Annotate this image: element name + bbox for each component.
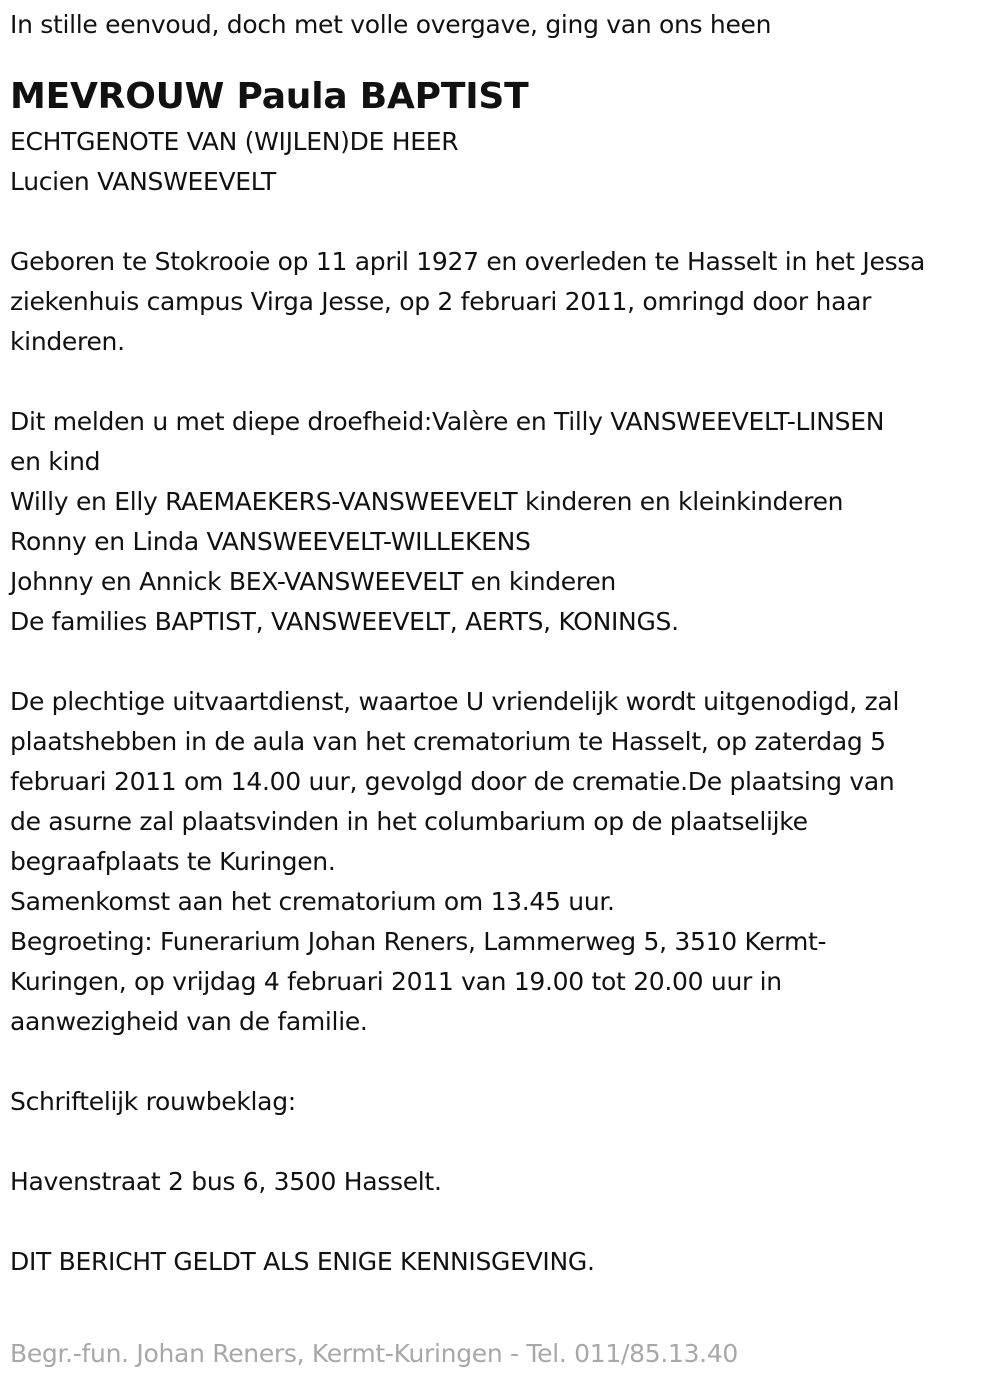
service-line: februari 2011 om 14.00 uur, gevolgd door de crematie.De plaatsing van [10, 767, 895, 796]
intro-text: In stille eenvoud, doch met volle overgave, ging van ons heen [10, 10, 772, 39]
service-paragraph [10, 682, 995, 1042]
relation-line: ECHTGENOTE VAN (WIJLEN)DE HEER [10, 127, 459, 156]
paragraph-line: Geboren te Stokrooie op 11 april 1927 en overleden te Hasselt in het Jessa [10, 247, 926, 276]
family-paragraph [10, 402, 995, 642]
condolence-address: Havenstraat 2 bus 6, 3500 Hasselt. [10, 1167, 442, 1196]
service-line: Kuringen, op vrijdag 4 februari 2011 van 19.00 tot 20.00 uur in [10, 967, 782, 996]
condolence-address-section [10, 1162, 995, 1202]
funeral-home-footer: Begr.-fun. Johan Reners, Kermt-Kuringen - Tel. 011/85.13.40 [10, 1339, 739, 1368]
condolence-section [10, 1082, 995, 1122]
service-line: Begroeting: Funerarium Johan Reners, Lammerweg 5, 3510 Kermt- [10, 927, 827, 956]
service-line: De plechtige uitvaartdienst, waartoe U vriendelijk wordt uitgenodigd, zal [10, 687, 900, 716]
deceased-name: MEVROUW Paula BAPTIST [10, 76, 529, 117]
service-line: Samenkomst aan het crematorium om 13.45 uur. [10, 887, 615, 916]
family-line: Dit melden u met diepe droefheid:Valère en Tilly VANSWEEVELT-LINSEN [10, 407, 885, 436]
birth-death-paragraph [10, 242, 995, 362]
family-line: Ronny en Linda VANSWEEVELT-WILLEKENS [10, 527, 531, 556]
service-line: begraafplaats te Kuringen. [10, 847, 336, 876]
condolence-label: Schriftelijk rouwbeklag: [10, 1087, 296, 1116]
family-line: en kind [10, 447, 101, 476]
family-line: Johnny en Annick BEX-VANSWEEVELT en kinderen [10, 567, 616, 596]
relation-line: Lucien VANSWEEVELT [10, 167, 276, 196]
service-line: aanwezigheid van de familie. [10, 1007, 368, 1036]
service-line: de asurne zal plaatsvinden in het columbarium op de plaatselijke [10, 807, 808, 836]
family-line: De families BAPTIST, VANSWEEVELT, AERTS, KONINGS. [10, 607, 679, 636]
service-line: plaatshebben in de aula van het crematorium te Hasselt, op zaterdag 5 [10, 727, 886, 756]
paragraph-line: ziekenhuis campus Virga Jesse, op 2 februari 2011, omringd door haar [10, 287, 872, 316]
paragraph-line: kinderen. [10, 327, 125, 356]
family-line: Willy en Elly RAEMAEKERS-VANSWEEVELT kinderen en kleinkinderen [10, 487, 844, 516]
notice-statement: DIT BERICHT GELDT ALS ENIGE KENNISGEVING. [10, 1247, 595, 1276]
notice-statement-section [10, 1242, 995, 1282]
obituary-notice [10, 0, 995, 1282]
